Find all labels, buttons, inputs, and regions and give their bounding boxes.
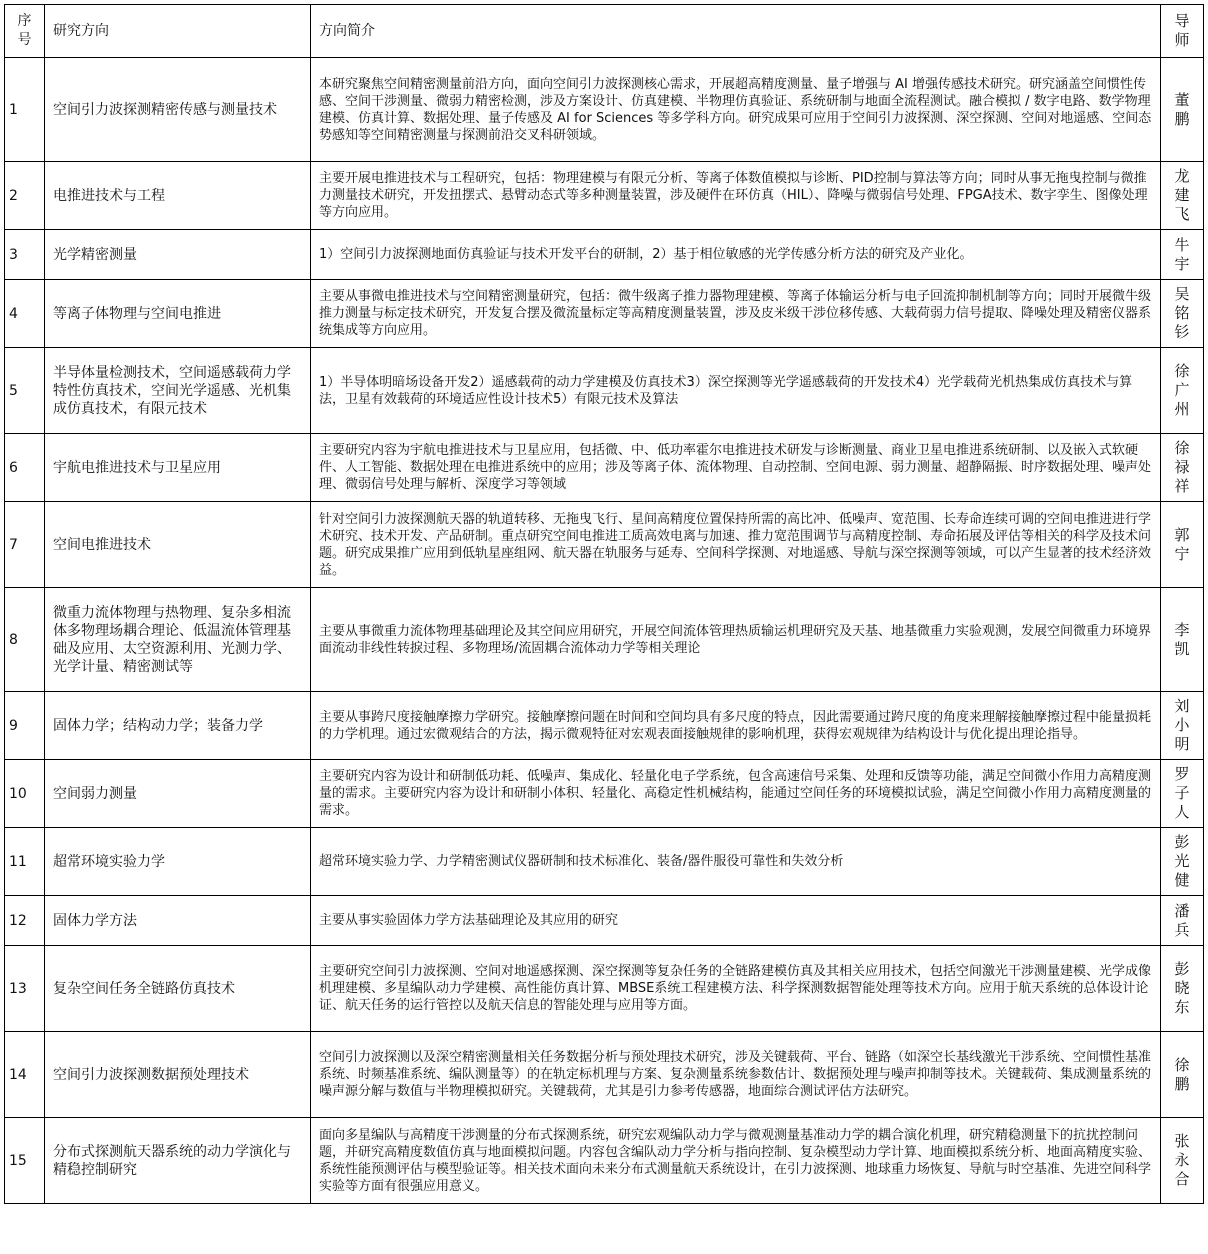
row-direction: 空间电推进技术 xyxy=(45,502,311,588)
research-directions-table xyxy=(4,4,1204,1204)
row-index: 15 xyxy=(5,1118,45,1204)
row-direction: 微重力流体物理与热物理、复杂多相流体多物理场耦合理论、低温流体管理基础及应用、太空资源利用、光测力学、光学计量、精密测试等 xyxy=(45,588,311,692)
table-row xyxy=(5,434,1204,502)
row-intro: 主要从事实验固体力学方法基础理论及其应用的研究 xyxy=(311,896,1161,946)
row-intro: 主要研究空间引力波探测、空间对地遥感探测、深空探测等复杂任务的全链路建模仿真及其相关应用技术，包括空间激光干涉测量建模、光学成像机理建模、多星编队动力学建模、高性能仿真计算、MBSE系统工程建模方法、科学探测数据智能处理等技术方向。应用于航天系统的总体设计论证、航天任务的运行管控以及航天信息的智能处理与应用等方面。 xyxy=(311,946,1161,1032)
row-direction: 宇航电推进技术与卫星应用 xyxy=(45,434,311,502)
row-advisor: 徐禄祥 xyxy=(1161,434,1204,502)
table-row xyxy=(5,828,1204,896)
row-direction: 超常环境实验力学 xyxy=(45,828,311,896)
row-intro: 主要从事微重力流体物理基础理论及其空间应用研究，开展空间流体管理热质输运机理研究及天基、地基微重力实验观测，发展空间微重力环境界面流动非线性转捩过程、多物理场/流固耦合流体动力学等相关理论 xyxy=(311,588,1161,692)
row-intro: 主要从事跨尺度接触摩擦力学研究。接触摩擦问题在时间和空间均具有多尺度的特点，因此需要通过跨尺度的角度来理解接触摩擦过程中能量损耗的力学机理。通过宏微观结合的方法，揭示微观特征对宏观表面接触规律的影响机理，获得宏观规律为结构设计与优化提出理论指导。 xyxy=(311,692,1161,760)
row-direction: 固体力学方法 xyxy=(45,896,311,946)
row-direction: 复杂空间任务全链路仿真技术 xyxy=(45,946,311,1032)
row-index: 2 xyxy=(5,162,45,230)
row-intro: 针对空间引力波探测航天器的轨道转移、无拖曳飞行、星间高精度位置保持所需的高比冲、低噪声、宽范围、长寿命连续可调的空间电推进进行学术研究、技术开发、产品研制。重点研究空间电推进工质高效电离与加速、推力宽范围调节与高精度控制、寿命拓展及评估等相关的科学及技术问题。研究成果推广应用到低轨星座组网、航天器在轨服务与延寿、空间科学探测、对地遥感、导航与深空探测等领域，可以产生显著的技术经济效益。 xyxy=(311,502,1161,588)
row-intro: 空间引力波探测以及深空精密测量相关任务数据分析与预处理技术研究，涉及关键载荷、平台、链路（如深空长基线激光干涉系统、空间惯性基准系统、时频基准系统、编队测量等）的在轨定标机理与方案、复杂测量系统参数估计、数据预处理与噪声抑制等技术。关键载荷、集成测量系统的噪声源分解与数值与半物理模拟研究。关键载荷，尤其是引力参考传感器，地面综合测试评估方法研究。 xyxy=(311,1032,1161,1118)
row-advisor: 龙建飞 xyxy=(1161,162,1204,230)
row-direction: 电推进技术与工程 xyxy=(45,162,311,230)
row-index: 14 xyxy=(5,1032,45,1118)
row-intro: 1）半导体明暗场设备开发2）遥感载荷的动力学建模及仿真技术3）深空探测等光学遥感载荷的开发技术4）光学载荷光机热集成仿真技术与算法，卫星有效载荷的环境适应性设计技术5）有限元技术及算法 xyxy=(311,348,1161,434)
row-advisor: 彭晓东 xyxy=(1161,946,1204,1032)
row-direction: 分布式探测航天器系统的动力学演化与精稳控制研究 xyxy=(45,1118,311,1204)
row-intro: 主要研究内容为宇航电推进技术与卫星应用，包括微、中、低功率霍尔电推进技术研发与诊断测量、商业卫星电推进系统研制、以及嵌入式软硬件、人工智能、数据处理在电推进系统中的应用；涉及等离子体、流体物理、自动控制、空间电源、弱力测量、超静隔振、时序数据处理、噪声处理、微弱信号处理与解析、深度学习等领域 xyxy=(311,434,1161,502)
row-advisor: 刘小明 xyxy=(1161,692,1204,760)
row-direction: 空间弱力测量 xyxy=(45,760,311,828)
row-index: 9 xyxy=(5,692,45,760)
table-row xyxy=(5,588,1204,692)
row-index: 4 xyxy=(5,280,45,348)
row-intro: 超常环境实验力学、力学精密测试仪器研制和技术标准化、装备/器件服役可靠性和失效分析 xyxy=(311,828,1161,896)
row-intro: 1）空间引力波探测地面仿真验证与技术开发平台的研制，2）基于相位敏感的光学传感分析方法的研究及产业化。 xyxy=(311,230,1161,280)
row-advisor: 张永合 xyxy=(1161,1118,1204,1204)
table-row xyxy=(5,692,1204,760)
row-direction: 空间引力波探测精密传感与测量技术 xyxy=(45,58,311,162)
table-row xyxy=(5,348,1204,434)
row-advisor: 徐广州 xyxy=(1161,348,1204,434)
row-index: 5 xyxy=(5,348,45,434)
row-intro: 主要开展电推进技术与工程研究，包括：物理建模与有限元分析、等离子体数值模拟与诊断、PID控制与算法等方向；同时从事无拖曳控制与微推力测量技术研究，开发扭摆式、悬臂动态式等多种测量装置，涉及硬件在环仿真（HIL）、降噪与微弱信号处理、FPGA技术、数字孪生、图像处理等方向应用。 xyxy=(311,162,1161,230)
table-row xyxy=(5,230,1204,280)
header-direction: 研究方向 xyxy=(45,5,311,58)
row-advisor: 董鹏 xyxy=(1161,58,1204,162)
table-row xyxy=(5,896,1204,946)
table-row xyxy=(5,1032,1204,1118)
row-direction: 固体力学；结构动力学；装备力学 xyxy=(45,692,311,760)
row-direction: 等离子体物理与空间电推进 xyxy=(45,280,311,348)
table-row xyxy=(5,946,1204,1032)
row-index: 11 xyxy=(5,828,45,896)
row-index: 10 xyxy=(5,760,45,828)
row-intro: 主要研究内容为设计和研制低功耗、低噪声、集成化、轻量化电子学系统，包含高速信号采集、处理和反馈等功能，满足空间微小作用力高精度测量的需求。主要研究内容为设计和研制小体积、轻量化、高稳定性机械结构，能通过空间任务的环境模拟试验，满足空间微小作用力高精度测量的需求。 xyxy=(311,760,1161,828)
row-advisor: 徐鹏 xyxy=(1161,1032,1204,1118)
table-row xyxy=(5,1118,1204,1204)
table-header-row xyxy=(5,5,1204,58)
row-direction: 空间引力波探测数据预处理技术 xyxy=(45,1032,311,1118)
row-intro: 面向多星编队与高精度干涉测量的分布式探测系统，研究宏观编队动力学与微观测量基准动力学的耦合演化机理，研究精稳测量下的抗扰控制问题，并研究高精度数值仿真与地面模拟问题。内容包含编队动力学分析与指向控制、复杂模型动力学计算、地面模拟系统分析、地面高精度实验、系统性能预测评估与模型验证等。相关技术面向未来分布式测量航天系统设计，在引力波探测、地球重力场恢复、导航与时空基准、先进空间科学实验等方面有很强应用意义。 xyxy=(311,1118,1161,1204)
row-advisor: 牛宇 xyxy=(1161,230,1204,280)
row-advisor: 郭宁 xyxy=(1161,502,1204,588)
row-direction: 光学精密测量 xyxy=(45,230,311,280)
row-index: 7 xyxy=(5,502,45,588)
table-row xyxy=(5,280,1204,348)
row-advisor: 罗子人 xyxy=(1161,760,1204,828)
row-index: 6 xyxy=(5,434,45,502)
table-row xyxy=(5,58,1204,162)
header-intro: 方向简介 xyxy=(311,5,1161,58)
table-row xyxy=(5,162,1204,230)
header-advisor: 导师 xyxy=(1161,5,1204,58)
row-index: 13 xyxy=(5,946,45,1032)
row-direction: 半导体量检测技术，空间遥感载荷力学特性仿真技术，空间光学遥感、光机集成仿真技术，有限元技术 xyxy=(45,348,311,434)
header-index: 序号 xyxy=(5,5,45,58)
table-row xyxy=(5,760,1204,828)
row-advisor: 彭光健 xyxy=(1161,828,1204,896)
table-row xyxy=(5,502,1204,588)
row-advisor: 潘兵 xyxy=(1161,896,1204,946)
row-index: 8 xyxy=(5,588,45,692)
row-advisor: 吴铭钐 xyxy=(1161,280,1204,348)
row-intro: 主要从事微电推进技术与空间精密测量研究，包括：微牛级离子推力器物理建模、等离子体输运分析与电子回流抑制机制等方向；同时开展微牛级推力测量与标定技术研究，开发复合摆及微流量标定等高精度测量装置，涉及皮米级干涉位移传感、大载荷弱力信号提取、降噪处理及精密仪器系统集成等方向应用。 xyxy=(311,280,1161,348)
row-intro: 本研究聚焦空间精密测量前沿方向，面向空间引力波探测核心需求，开展超高精度测量、量子增强与 AI 增强传感技术研究。研究涵盖空间惯性传感、空间干涉测量、微弱力精密检测，涉及方案设计、仿真建模、半物理仿真验证、系统研制与地面全流程测试。融合模拟 / 数字电路、数学物理建模、仿真计算、数据处理、量子传感及 AI for Sciences 等多学科方向。研究成果可应用于空间引力波探测、深空探测、空间对地遥感、空间态势感知等空间精密测量与探测前沿交叉科研领域。 xyxy=(311,58,1161,162)
row-index: 12 xyxy=(5,896,45,946)
row-index: 3 xyxy=(5,230,45,280)
row-index: 1 xyxy=(5,58,45,162)
row-advisor: 李凯 xyxy=(1161,588,1204,692)
